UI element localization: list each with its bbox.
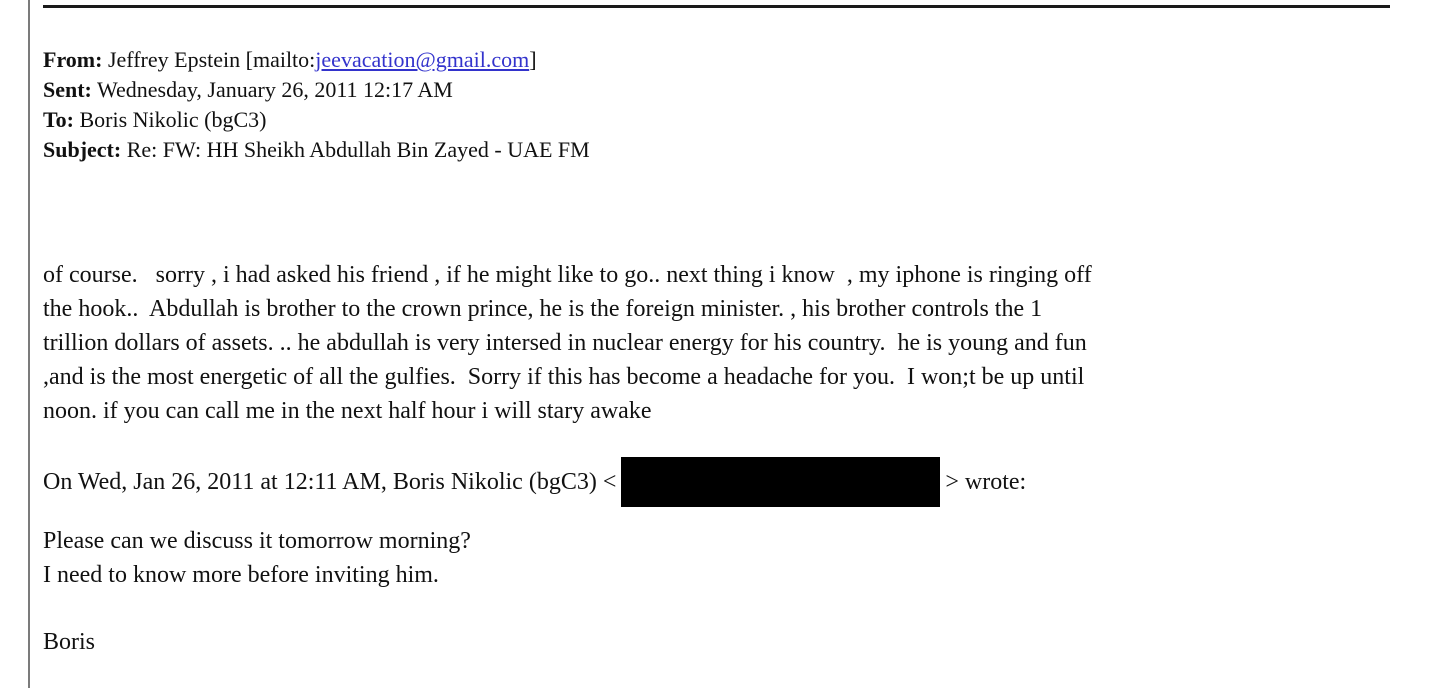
body-line: trillion dollars of assets. .. he abdullah is very intersed in nuclear energy for his country. he is young and fun [43, 330, 1087, 356]
body-line: ,and is the most energetic of all the gulfies. Sorry if this has become a headache for you. I won;t be up until [43, 364, 1085, 390]
to-value: Boris Nikolic (bgC3) [73, 107, 267, 132]
email-body [43, 258, 1092, 428]
top-divider-line [43, 5, 1390, 8]
body-line: of course. sorry , i had asked his friend , if he might like to go.. next thing i know , my iphone is ringing off [43, 262, 1092, 288]
quote-suffix: > wrote: [945, 468, 1027, 495]
from-label: From: [43, 47, 103, 72]
header-sent-row [43, 75, 590, 105]
reply-text [43, 524, 471, 592]
header-subject-row [43, 135, 590, 165]
reply-line: Please can we discuss it tomorrow morning? [43, 528, 471, 554]
from-suffix: ] [529, 47, 537, 72]
header-from-row [43, 45, 590, 75]
sent-label: Sent: [43, 77, 92, 102]
quote-prefix: On Wed, Jan 26, 2011 at 12:11 AM, Boris Nikolic (bgC3) < [43, 468, 617, 495]
body-line: noon. if you can call me in the next half hour i will stary awake [43, 398, 652, 424]
reply-line: I need to know more before inviting him. [43, 562, 439, 588]
signature: Boris [43, 629, 96, 655]
quote-left-border [28, 0, 30, 688]
subject-value: Re: FW: HH Sheikh Abdullah Bin Zayed - UAE FM [121, 137, 590, 162]
header-to-row [43, 105, 590, 135]
quote-attribution-row [43, 456, 1026, 508]
email-header [43, 45, 590, 165]
mailto-link[interactable]: jeevacation@gmail.com [315, 47, 530, 72]
from-value: Jeffrey Epstein [mailto: [102, 47, 316, 72]
subject-label: Subject: [43, 137, 122, 162]
sent-value: Wednesday, January 26, 2011 12:17 AM [91, 77, 453, 102]
to-label: To: [43, 107, 74, 132]
body-line: the hook.. Abdullah is brother to the crown prince, he is the foreign minister. , his brother controls the 1 [43, 296, 1043, 322]
redaction-box [621, 457, 940, 507]
